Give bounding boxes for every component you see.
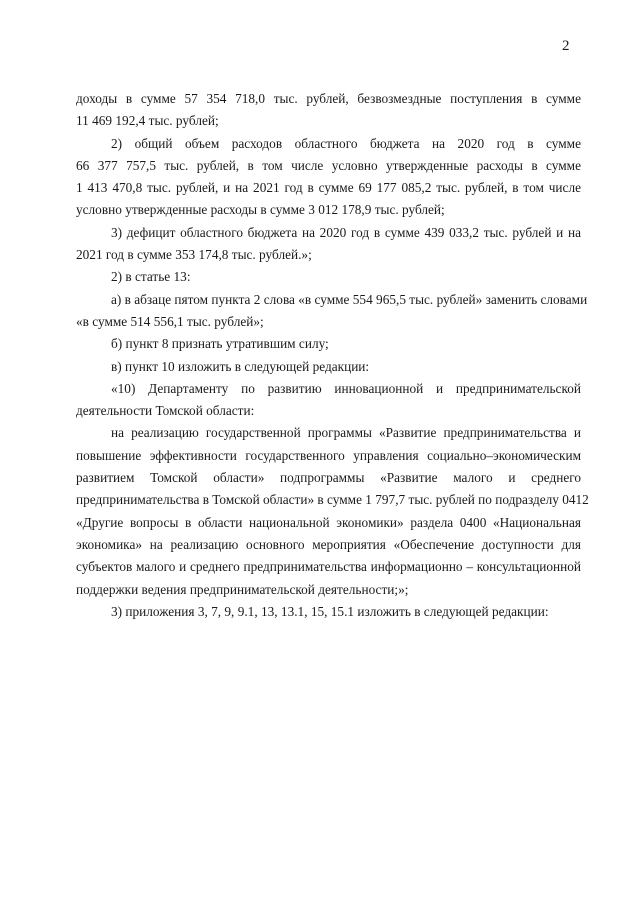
- paragraph-deficit: [76, 222, 581, 267]
- paragraph-program: [76, 422, 589, 600]
- text-line: экономика» на реализацию основного мероприятия «Обеспечение доступности для: [76, 536, 581, 552]
- text-line: поддержки ведения предпринимательской деятельности;»;: [76, 581, 409, 597]
- text-line: 11 469 192,4 тыс. рублей;: [76, 113, 219, 129]
- paragraph-item-a: [76, 289, 588, 334]
- text-line: в) пункт 10 изложить в следующей редакции:: [111, 358, 370, 374]
- text-line: доходы в сумме 57 354 718,0 тыс. рублей, безвозмездные поступления в сумме: [76, 91, 581, 106]
- text-line: на реализацию государственной программы «Развитие предпринимательства и: [111, 425, 581, 441]
- text-line: предпринимательства в Томской области» в сумме 1 797,7 тыс. рублей по подразделу 0412: [76, 492, 589, 508]
- paragraph-article-13: [76, 266, 581, 288]
- paragraph-department: [76, 378, 581, 423]
- text-line: повышение эффективности государственного управления социально–экономическим: [76, 447, 581, 463]
- paragraph-expenses: [76, 133, 581, 222]
- text-line: «в сумме 514 556,1 тыс. рублей»;: [76, 313, 264, 329]
- body-text: [76, 88, 589, 623]
- text-line: 2021 год в сумме 353 174,8 тыс. рублей.»;: [76, 247, 312, 263]
- text-line: 66 377 757,5 тыс. рублей, в том числе условно утвержденные расходы в сумме: [76, 157, 581, 173]
- text-line: условно утвержденные расходы в сумме 3 012 178,9 тыс. рублей;: [76, 202, 445, 218]
- paragraph-item-b: [76, 333, 581, 355]
- text-line: б) пункт 8 признать утратившим силу;: [111, 336, 329, 352]
- text-line: развитием Томской области» подпрограммы «Развитие малого и среднего: [76, 470, 581, 486]
- text-line: 2) общий объем расходов областного бюджета на 2020 год в сумме: [111, 135, 581, 151]
- text-line: а) в абзаце пятом пункта 2 слова «в сумме 554 965,5 тыс. рублей» заменить словами: [111, 291, 588, 307]
- text-line: «10) Департаменту по развитию инновационной и предпринимательской: [111, 380, 581, 396]
- paragraph-revenue-continuation: [76, 88, 581, 133]
- paragraph-appendices: [76, 601, 581, 623]
- page-number: 2: [562, 38, 570, 54]
- paragraph-item-v: [76, 356, 581, 378]
- text-line: субъектов малого и среднего предпринимательства информационно – консультационной: [76, 559, 581, 575]
- text-line: 3) приложения 3, 7, 9, 9.1, 13, 13.1, 15, 15.1 изложить в следующей редакции:: [111, 603, 549, 619]
- text-line: 2) в статье 13:: [111, 269, 191, 285]
- text-line: 1 413 470,8 тыс. рублей, и на 2021 год в сумме 69 177 085,2 тыс. рублей, в том числе: [76, 180, 581, 196]
- text-line: деятельности Томской области:: [76, 403, 255, 419]
- text-line: 3) дефицит областного бюджета на 2020 год в сумме 439 033,2 тыс. рублей и на: [111, 224, 581, 240]
- text-line: «Другие вопросы в области национальной экономики» раздела 0400 «Национальная: [76, 514, 581, 530]
